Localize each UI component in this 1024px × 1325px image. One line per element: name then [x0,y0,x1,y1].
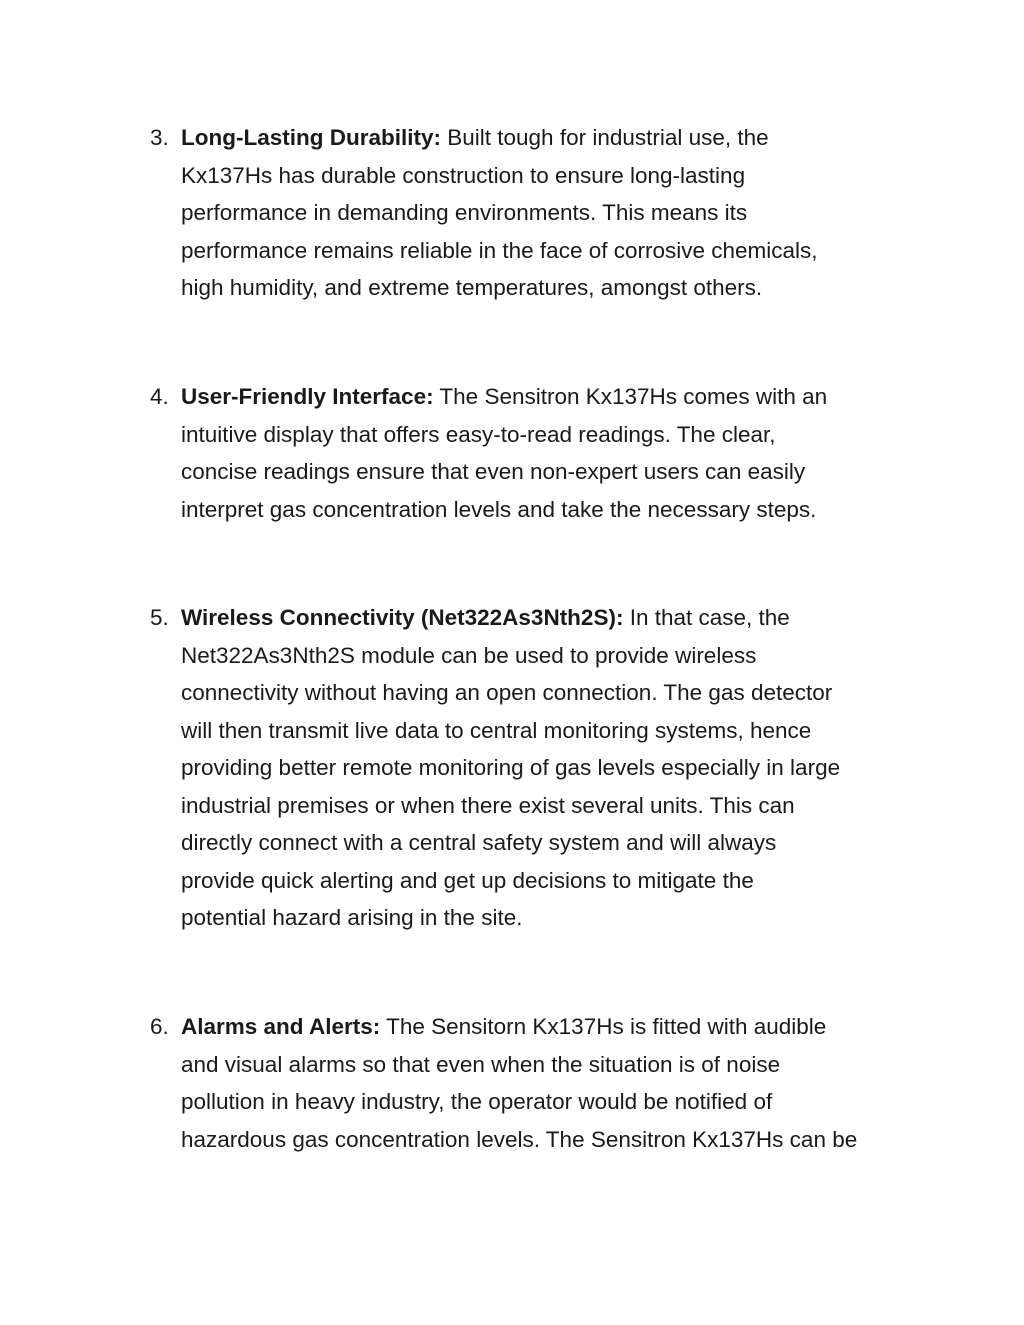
list-number: 6. [150,1014,169,1039]
list-item-heading: Long-Lasting Durability: [181,125,441,150]
list-number: 3. [150,125,169,150]
list-item-heading: Wireless Connectivity (Net322As3Nth2S): [181,605,624,630]
list-item-text [181,1008,910,1158]
list-item-first-line-text: The Sensitorn Kx137Hs is fitted with audible [380,1014,827,1039]
list-number: 5. [150,605,169,630]
text-line: provide quick alerting and get up decisions to mitigate the [181,867,754,893]
text-line: performance in demanding environments. This means its [181,200,748,225]
text-line: pollution in heavy industry, the operator would be notified of [181,1089,773,1114]
text-line: connectivity without having an open connection. The gas detector [181,680,833,705]
text-line: hazardous gas concentration levels. The Sensitron Kx137Hs can be [181,1126,858,1152]
list-item-first-line [181,1008,910,1046]
list-item-first-line-text: In that case, the [623,605,790,630]
list-item-first-line [181,599,910,637]
text-line: and visual alarms so that even when the situation is of noise [181,1051,781,1077]
text-line: high humidity, and extreme temperatures, amongst others. [181,275,763,300]
text-line: Net322As3Nth2S module can be used to provide wireless [181,642,757,668]
text-line: potential hazard arising in the site. [181,905,523,930]
text-line: concise readings ensure that even non-expert users can easily [181,459,806,484]
text-line: Kx137Hs has durable construction to ensure long-lasting [181,162,746,188]
list-item-text [181,119,910,307]
list-item-heading: Alarms and Alerts: [181,1014,381,1039]
list-number: 4. [150,384,169,409]
text-line: providing better remote monitoring of gas levels especially in large [181,755,841,780]
list-item-heading: User-Friendly Interface: [181,384,434,409]
list-item-first-line-text: Built tough for industrial use, the [440,125,769,150]
text-line: performance remains reliable in the face of corrosive chemicals, [181,237,818,263]
list-item-text [181,599,910,937]
text-line: industrial premises or when there exist several units. This can [181,792,795,818]
text-line: directly connect with a central safety system and will always [181,830,777,855]
list-item-text [181,378,910,528]
list-item-first-line [181,378,910,416]
list-item-first-line [181,119,910,157]
text-line: will then transmit live data to central monitoring systems, hence [181,717,812,743]
list-item-first-line-text: The Sensitron Kx137Hs comes with an [433,384,828,409]
text-line: intuitive display that offers easy-to-read readings. The clear, [181,421,776,447]
text-line: interpret gas concentration levels and take the necessary steps. [181,496,817,522]
